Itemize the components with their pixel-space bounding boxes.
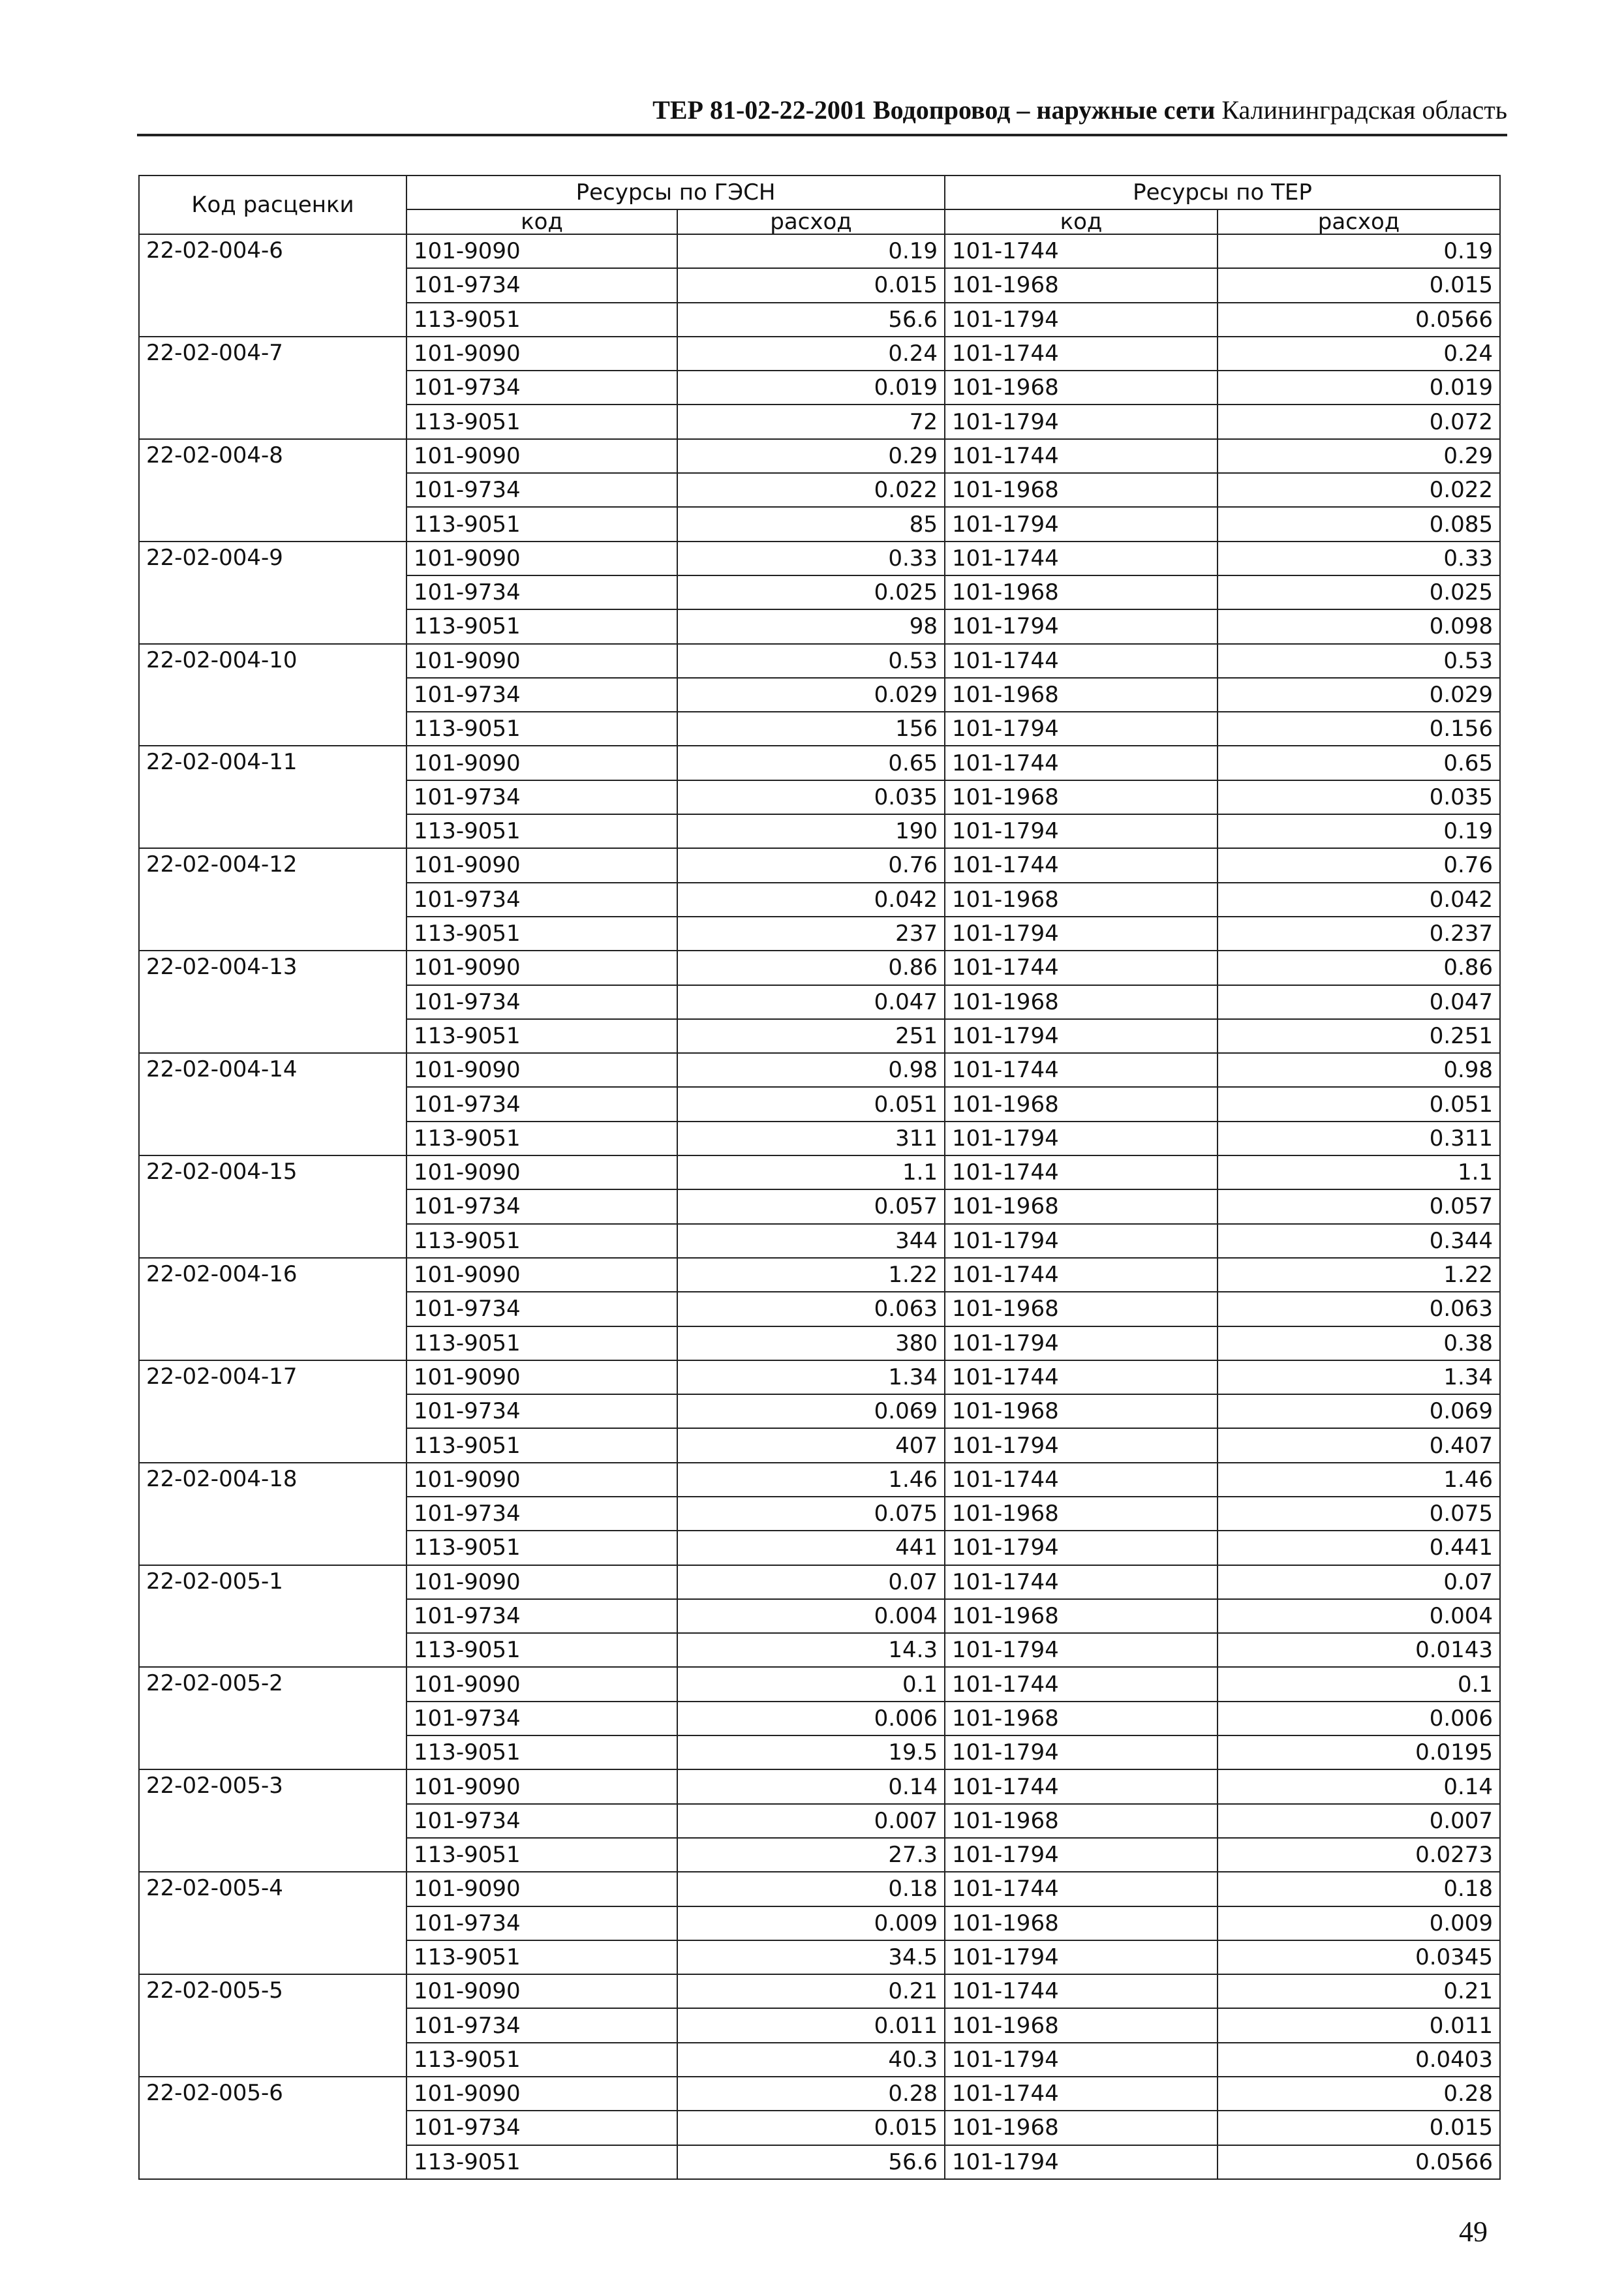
ter-consumption-cell: 0.019	[1218, 371, 1500, 405]
ter-code-cell: 101-1968	[945, 1906, 1218, 1940]
table-row	[139, 1155, 1500, 1189]
table-row	[139, 2077, 1500, 2111]
gesn-consumption-cell: 0.029	[677, 678, 945, 712]
ter-consumption-cell: 0.251	[1218, 1019, 1500, 1053]
table-row	[139, 951, 1500, 985]
ter-consumption-cell: 0.65	[1218, 746, 1500, 780]
table-row	[139, 1769, 1500, 1803]
rate-code-cell: 22-02-004-17	[139, 1360, 406, 1463]
ter-consumption-cell: 0.072	[1218, 405, 1500, 438]
table-row	[139, 1053, 1500, 1087]
ter-code-cell: 101-1968	[945, 268, 1218, 302]
ter-consumption-cell: 0.311	[1218, 1122, 1500, 1155]
table-row	[139, 848, 1500, 882]
ter-consumption-cell: 0.76	[1218, 848, 1500, 882]
ter-consumption-cell: 0.29	[1218, 439, 1500, 473]
gesn-consumption-cell: 0.18	[677, 1872, 945, 1906]
table-row	[139, 1667, 1500, 1701]
ter-consumption-cell: 1.22	[1218, 1258, 1500, 1292]
gesn-code-cell: 101-9734	[406, 575, 677, 609]
table-row	[139, 1463, 1500, 1497]
rate-code-cell: 22-02-004-16	[139, 1258, 406, 1360]
ter-consumption-cell: 0.53	[1218, 644, 1500, 678]
rate-code-cell: 22-02-005-1	[139, 1565, 406, 1668]
ter-code-cell: 101-1744	[945, 2077, 1218, 2111]
rate-code-cell: 22-02-005-3	[139, 1769, 406, 1872]
gesn-consumption-cell: 0.1	[677, 1667, 945, 1701]
gesn-code-cell: 101-9090	[406, 1463, 677, 1497]
ter-consumption-cell: 0.0566	[1218, 2145, 1500, 2179]
gesn-code-cell: 101-9734	[406, 780, 677, 814]
ter-consumption-cell: 1.34	[1218, 1360, 1500, 1394]
ter-code-cell: 101-1794	[945, 1633, 1218, 1667]
gesn-code-cell: 101-9090	[406, 1155, 677, 1189]
ter-code-cell: 101-1968	[945, 2008, 1218, 2042]
ter-consumption-cell: 0.015	[1218, 268, 1500, 302]
document-title: ТЕР 81-02-22-2001 Водопровод – наружные сети	[652, 95, 1216, 125]
ter-consumption-cell: 0.344	[1218, 1224, 1500, 1258]
table-row	[139, 1258, 1500, 1292]
ter-code-cell: 101-1968	[945, 1087, 1218, 1121]
rate-code-cell: 22-02-004-11	[139, 746, 406, 848]
ter-consumption-cell: 0.24	[1218, 337, 1500, 371]
gesn-consumption-cell: 34.5	[677, 1940, 945, 1974]
ter-code-cell: 101-1744	[945, 1053, 1218, 1087]
ter-code-cell: 101-1968	[945, 1189, 1218, 1223]
ter-consumption-cell: 0.057	[1218, 1189, 1500, 1223]
ter-consumption-cell: 0.085	[1218, 507, 1500, 541]
table-row	[139, 644, 1500, 678]
gesn-consumption-cell: 0.19	[677, 234, 945, 268]
ter-code-cell: 101-1968	[945, 1394, 1218, 1428]
gesn-consumption-cell: 1.46	[677, 1463, 945, 1497]
gesn-code-cell: 113-9051	[406, 609, 677, 643]
gesn-consumption-cell: 14.3	[677, 1633, 945, 1667]
gesn-consumption-cell: 0.21	[677, 1974, 945, 2008]
gesn-code-cell: 101-9090	[406, 439, 677, 473]
gesn-code-cell: 101-9734	[406, 1702, 677, 1735]
ter-code-cell: 101-1794	[945, 1428, 1218, 1462]
gesn-consumption-cell: 0.004	[677, 1599, 945, 1633]
ter-consumption-cell: 0.441	[1218, 1531, 1500, 1565]
gesn-code-cell: 113-9051	[406, 1019, 677, 1053]
ter-consumption-cell: 0.0273	[1218, 1838, 1500, 1872]
ter-code-cell: 101-1968	[945, 1702, 1218, 1735]
gesn-consumption-cell: 0.063	[677, 1292, 945, 1326]
ter-consumption-cell: 0.098	[1218, 609, 1500, 643]
gesn-consumption-cell: 40.3	[677, 2043, 945, 2077]
gesn-consumption-cell: 98	[677, 609, 945, 643]
gesn-code-cell: 101-9734	[406, 1804, 677, 1838]
ter-code-cell: 101-1794	[945, 1224, 1218, 1258]
gesn-code-cell: 101-9734	[406, 1189, 677, 1223]
gesn-code-cell: 113-9051	[406, 507, 677, 541]
ter-code-cell: 101-1794	[945, 917, 1218, 951]
ter-consumption-cell: 0.004	[1218, 1599, 1500, 1633]
gesn-consumption-cell: 0.24	[677, 337, 945, 371]
gesn-code-cell: 113-9051	[406, 2043, 677, 2077]
ter-code-cell: 101-1794	[945, 1940, 1218, 1974]
ter-consumption-cell: 0.19	[1218, 234, 1500, 268]
gesn-consumption-cell: 251	[677, 1019, 945, 1053]
ter-consumption-cell: 1.46	[1218, 1463, 1500, 1497]
ter-consumption-cell: 0.0403	[1218, 2043, 1500, 2077]
ter-code-cell: 101-1794	[945, 1326, 1218, 1360]
ter-code-cell: 101-1794	[945, 303, 1218, 337]
ter-consumption-cell: 0.009	[1218, 1906, 1500, 1940]
ter-consumption-cell: 0.007	[1218, 1804, 1500, 1838]
rate-code-cell: 22-02-004-14	[139, 1053, 406, 1155]
gesn-consumption-cell: 0.006	[677, 1702, 945, 1735]
gesn-consumption-cell: 0.051	[677, 1087, 945, 1121]
ter-consumption-cell: 0.035	[1218, 780, 1500, 814]
rate-code-cell: 22-02-004-6	[139, 234, 406, 337]
gesn-code-cell: 101-9734	[406, 2111, 677, 2145]
gesn-consumption-cell: 0.047	[677, 985, 945, 1019]
ter-consumption-cell: 0.407	[1218, 1428, 1500, 1462]
gesn-code-cell: 113-9051	[406, 712, 677, 746]
gesn-code-cell: 101-9090	[406, 644, 677, 678]
gesn-consumption-cell: 156	[677, 712, 945, 746]
gesn-code-cell: 101-9090	[406, 234, 677, 268]
gesn-consumption-cell: 0.65	[677, 746, 945, 780]
ter-code-cell: 101-1794	[945, 1019, 1218, 1053]
gesn-code-cell: 113-9051	[406, 1122, 677, 1155]
gesn-consumption-cell: 237	[677, 917, 945, 951]
gesn-code-cell: 101-9090	[406, 337, 677, 371]
gesn-consumption-cell: 72	[677, 405, 945, 438]
gesn-code-cell: 101-9090	[406, 746, 677, 780]
ter-consumption-cell: 0.21	[1218, 1974, 1500, 2008]
table-row	[139, 542, 1500, 575]
gesn-consumption-cell: 0.022	[677, 473, 945, 507]
ter-code-cell: 101-1744	[945, 542, 1218, 575]
ter-code-cell: 101-1794	[945, 2145, 1218, 2179]
ter-consumption-cell: 0.28	[1218, 2077, 1500, 2111]
ter-code-cell: 101-1968	[945, 473, 1218, 507]
header-gesn-rashod: расход	[677, 209, 945, 234]
ter-consumption-cell: 0.069	[1218, 1394, 1500, 1428]
rate-code-cell: 22-02-004-8	[139, 439, 406, 542]
ter-code-cell: 101-1794	[945, 507, 1218, 541]
ter-code-cell: 101-1794	[945, 1531, 1218, 1565]
ter-code-cell: 101-1744	[945, 1872, 1218, 1906]
ter-code-cell: 101-1968	[945, 575, 1218, 609]
gesn-code-cell: 101-9734	[406, 2008, 677, 2042]
ter-consumption-cell: 0.07	[1218, 1565, 1500, 1599]
ter-code-cell: 101-1744	[945, 848, 1218, 882]
ter-code-cell: 101-1744	[945, 1769, 1218, 1803]
ter-consumption-cell: 0.38	[1218, 1326, 1500, 1360]
ter-consumption-cell: 0.006	[1218, 1702, 1500, 1735]
ter-consumption-cell: 0.86	[1218, 951, 1500, 985]
gesn-consumption-cell: 0.035	[677, 780, 945, 814]
gesn-code-cell: 113-9051	[406, 1940, 677, 1974]
ter-consumption-cell: 0.237	[1218, 917, 1500, 951]
ter-code-cell: 101-1744	[945, 439, 1218, 473]
gesn-code-cell: 101-9090	[406, 951, 677, 985]
gesn-code-cell: 101-9734	[406, 1906, 677, 1940]
rate-code-cell: 22-02-004-18	[139, 1463, 406, 1565]
ter-code-cell: 101-1794	[945, 609, 1218, 643]
gesn-code-cell: 101-9734	[406, 473, 677, 507]
ter-code-cell: 101-1744	[945, 1565, 1218, 1599]
ter-code-cell: 101-1968	[945, 1599, 1218, 1633]
gesn-code-cell: 113-9051	[406, 1531, 677, 1565]
ter-code-cell: 101-1794	[945, 1838, 1218, 1872]
gesn-code-cell: 101-9090	[406, 1053, 677, 1087]
rate-code-cell: 22-02-004-10	[139, 644, 406, 746]
gesn-consumption-cell: 344	[677, 1224, 945, 1258]
gesn-code-cell: 113-9051	[406, 303, 677, 337]
gesn-consumption-cell: 311	[677, 1122, 945, 1155]
page-number: 49	[1459, 2216, 1488, 2248]
gesn-consumption-cell: 0.019	[677, 371, 945, 405]
gesn-code-cell: 101-9090	[406, 1769, 677, 1803]
gesn-code-cell: 101-9734	[406, 1394, 677, 1428]
table-row	[139, 1360, 1500, 1394]
gesn-consumption-cell: 0.069	[677, 1394, 945, 1428]
gesn-code-cell: 101-9090	[406, 542, 677, 575]
ter-code-cell: 101-1794	[945, 712, 1218, 746]
gesn-code-cell: 101-9090	[406, 1565, 677, 1599]
gesn-consumption-cell: 0.86	[677, 951, 945, 985]
ter-consumption-cell: 0.047	[1218, 985, 1500, 1019]
gesn-code-cell: 101-9090	[406, 2077, 677, 2111]
page-header	[137, 95, 1507, 125]
region-name: Калининградская область	[1221, 95, 1507, 125]
gesn-consumption-cell: 0.29	[677, 439, 945, 473]
gesn-consumption-cell: 56.6	[677, 303, 945, 337]
gesn-consumption-cell: 0.98	[677, 1053, 945, 1087]
rate-code-cell: 22-02-004-9	[139, 542, 406, 644]
gesn-consumption-cell: 1.22	[677, 1258, 945, 1292]
gesn-consumption-cell: 441	[677, 1531, 945, 1565]
gesn-consumption-cell: 0.009	[677, 1906, 945, 1940]
gesn-consumption-cell: 0.015	[677, 2111, 945, 2145]
gesn-code-cell: 101-9090	[406, 1872, 677, 1906]
ter-consumption-cell: 0.029	[1218, 678, 1500, 712]
gesn-consumption-cell: 407	[677, 1428, 945, 1462]
gesn-code-cell: 113-9051	[406, 1735, 677, 1769]
ter-consumption-cell: 0.0345	[1218, 1940, 1500, 1974]
gesn-code-cell: 101-9734	[406, 371, 677, 405]
header-rule	[137, 134, 1507, 136]
ter-code-cell: 101-1794	[945, 2043, 1218, 2077]
table-row	[139, 1565, 1500, 1599]
ter-code-cell: 101-1744	[945, 1155, 1218, 1189]
gesn-consumption-cell: 0.76	[677, 848, 945, 882]
ter-code-cell: 101-1794	[945, 814, 1218, 848]
ter-consumption-cell: 0.18	[1218, 1872, 1500, 1906]
ter-consumption-cell: 0.0143	[1218, 1633, 1500, 1667]
gesn-code-cell: 101-9734	[406, 1497, 677, 1531]
ter-consumption-cell: 0.042	[1218, 883, 1500, 917]
gesn-consumption-cell: 27.3	[677, 1838, 945, 1872]
gesn-code-cell: 101-9090	[406, 1667, 677, 1701]
table-row	[139, 746, 1500, 780]
ter-consumption-cell: 0.011	[1218, 2008, 1500, 2042]
gesn-consumption-cell: 0.14	[677, 1769, 945, 1803]
gesn-code-cell: 101-9734	[406, 883, 677, 917]
gesn-code-cell: 101-9734	[406, 1087, 677, 1121]
gesn-consumption-cell: 0.025	[677, 575, 945, 609]
ter-code-cell: 101-1968	[945, 1292, 1218, 1326]
gesn-consumption-cell: 0.015	[677, 268, 945, 302]
gesn-code-cell: 113-9051	[406, 1633, 677, 1667]
ter-consumption-cell: 0.1	[1218, 1667, 1500, 1701]
gesn-code-cell: 113-9051	[406, 1224, 677, 1258]
gesn-consumption-cell: 0.007	[677, 1804, 945, 1838]
ter-code-cell: 101-1744	[945, 746, 1218, 780]
ter-code-cell: 101-1968	[945, 1804, 1218, 1838]
gesn-consumption-cell: 0.042	[677, 883, 945, 917]
ter-code-cell: 101-1744	[945, 644, 1218, 678]
ter-code-cell: 101-1968	[945, 678, 1218, 712]
ter-code-cell: 101-1744	[945, 1667, 1218, 1701]
table-row	[139, 439, 1500, 473]
gesn-consumption-cell: 0.28	[677, 2077, 945, 2111]
gesn-code-cell: 101-9734	[406, 985, 677, 1019]
gesn-consumption-cell: 1.1	[677, 1155, 945, 1189]
rate-code-cell: 22-02-004-13	[139, 951, 406, 1053]
header-gesn: Ресурсы по ГЭСН	[406, 176, 945, 209]
ter-consumption-cell: 1.1	[1218, 1155, 1500, 1189]
rate-code-cell: 22-02-004-15	[139, 1155, 406, 1258]
ter-consumption-cell: 0.022	[1218, 473, 1500, 507]
ter-code-cell: 101-1744	[945, 1974, 1218, 2008]
ter-consumption-cell: 0.0195	[1218, 1735, 1500, 1769]
rate-code-cell: 22-02-005-6	[139, 2077, 406, 2179]
ter-code-cell: 101-1744	[945, 1463, 1218, 1497]
ter-code-cell: 101-1968	[945, 985, 1218, 1019]
ter-consumption-cell: 0.015	[1218, 2111, 1500, 2145]
table-row	[139, 1872, 1500, 1906]
ter-code-cell: 101-1968	[945, 371, 1218, 405]
ter-code-cell: 101-1744	[945, 1258, 1218, 1292]
ter-code-cell: 101-1968	[945, 883, 1218, 917]
gesn-code-cell: 113-9051	[406, 2145, 677, 2179]
ter-consumption-cell: 0.063	[1218, 1292, 1500, 1326]
ter-consumption-cell: 0.025	[1218, 575, 1500, 609]
gesn-code-cell: 101-9090	[406, 848, 677, 882]
rate-code-cell: 22-02-005-5	[139, 1974, 406, 2077]
rate-code-cell: 22-02-004-7	[139, 337, 406, 439]
ter-code-cell: 101-1744	[945, 1360, 1218, 1394]
gesn-consumption-cell: 0.075	[677, 1497, 945, 1531]
ter-consumption-cell: 0.14	[1218, 1769, 1500, 1803]
table-row	[139, 337, 1500, 371]
header-ter-kod: код	[945, 209, 1218, 234]
ter-consumption-cell: 0.33	[1218, 542, 1500, 575]
ter-code-cell: 101-1968	[945, 1497, 1218, 1531]
ter-code-cell: 101-1968	[945, 780, 1218, 814]
ter-consumption-cell: 0.0566	[1218, 303, 1500, 337]
gesn-code-cell: 113-9051	[406, 1838, 677, 1872]
ter-code-cell: 101-1794	[945, 1122, 1218, 1155]
gesn-consumption-cell: 380	[677, 1326, 945, 1360]
table-body	[139, 234, 1500, 2179]
ter-code-cell: 101-1744	[945, 951, 1218, 985]
gesn-consumption-cell: 0.53	[677, 644, 945, 678]
gesn-code-cell: 113-9051	[406, 814, 677, 848]
ter-code-cell: 101-1794	[945, 405, 1218, 438]
gesn-consumption-cell: 0.057	[677, 1189, 945, 1223]
gesn-consumption-cell: 85	[677, 507, 945, 541]
gesn-consumption-cell: 1.34	[677, 1360, 945, 1394]
gesn-code-cell: 113-9051	[406, 917, 677, 951]
gesn-code-cell: 101-9734	[406, 1599, 677, 1633]
gesn-consumption-cell: 0.33	[677, 542, 945, 575]
rate-code-cell: 22-02-004-12	[139, 848, 406, 951]
ter-code-cell: 101-1744	[945, 337, 1218, 371]
header-ter-rashod: расход	[1218, 209, 1500, 234]
gesn-code-cell: 101-9734	[406, 678, 677, 712]
gesn-code-cell: 113-9051	[406, 1428, 677, 1462]
gesn-consumption-cell: 0.011	[677, 2008, 945, 2042]
gesn-code-cell: 113-9051	[406, 1326, 677, 1360]
ter-consumption-cell: 0.075	[1218, 1497, 1500, 1531]
header-gesn-kod: код	[406, 209, 677, 234]
gesn-consumption-cell: 56.6	[677, 2145, 945, 2179]
rate-code-cell: 22-02-005-4	[139, 1872, 406, 1974]
gesn-consumption-cell: 190	[677, 814, 945, 848]
gesn-code-cell: 101-9734	[406, 268, 677, 302]
ter-code-cell: 101-1968	[945, 2111, 1218, 2145]
gesn-code-cell: 101-9090	[406, 1974, 677, 2008]
gesn-code-cell: 101-9734	[406, 1292, 677, 1326]
ter-consumption-cell: 0.19	[1218, 814, 1500, 848]
ter-code-cell: 101-1794	[945, 1735, 1218, 1769]
gesn-code-cell: 101-9090	[406, 1258, 677, 1292]
resources-table	[138, 175, 1501, 2180]
gesn-code-cell: 101-9090	[406, 1360, 677, 1394]
header-code: Код расценки	[139, 176, 406, 234]
rate-code-cell: 22-02-005-2	[139, 1667, 406, 1769]
gesn-consumption-cell: 0.07	[677, 1565, 945, 1599]
ter-code-cell: 101-1744	[945, 234, 1218, 268]
table-row	[139, 1974, 1500, 2008]
header-ter: Ресурсы по ТЕР	[945, 176, 1500, 209]
gesn-consumption-cell: 19.5	[677, 1735, 945, 1769]
ter-consumption-cell: 0.051	[1218, 1087, 1500, 1121]
ter-consumption-cell: 0.156	[1218, 712, 1500, 746]
ter-consumption-cell: 0.98	[1218, 1053, 1500, 1087]
table-row	[139, 234, 1500, 268]
gesn-code-cell: 113-9051	[406, 405, 677, 438]
